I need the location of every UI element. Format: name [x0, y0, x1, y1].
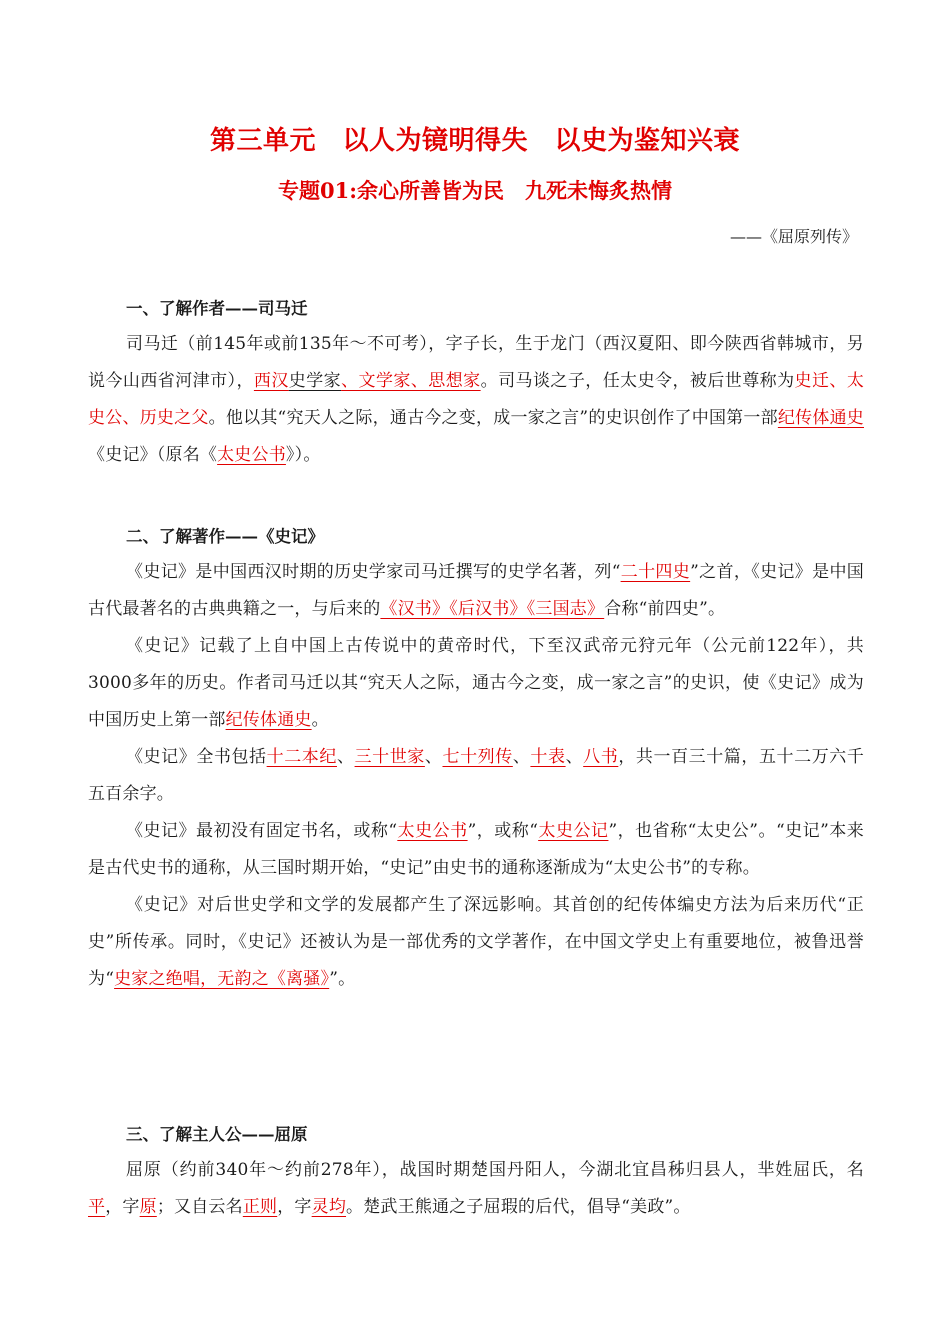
text-span: 、 — [424, 747, 443, 767]
text-span: ”，也省称“太史公”。“史记”本来是古代史书的通称，从三国时期开始，“史记”由史书的通称逐渐成为“太史公书”的专称。 — [88, 821, 864, 878]
text-span: 。楚武王熊通之子屈瑕的后代，倡导“美政”。 — [346, 1197, 691, 1217]
text-span: 《史记》最初没有固定书名，或称“ — [126, 821, 398, 841]
text-span: 。他以其“究天人之际，通古今之变，成一家之言”的史识创作了中国第一部 — [208, 408, 778, 428]
text-span: 》）。 — [285, 445, 321, 465]
highlight-text: 、文学家、思想家 — [341, 371, 481, 391]
text-span: 、 — [565, 747, 584, 767]
highlight-text: 纪传体通史 — [777, 408, 864, 428]
highlight-text: 《汉书》《后汉书》《三国志》 — [380, 599, 605, 619]
highlight-text: 太史公书 — [397, 821, 468, 841]
text-span: 《史记》是中国西汉时期的历史学家司马迁撰写的史学名著，列“ — [126, 562, 621, 582]
section-heading: 三、了解主人公——屈原 — [126, 1125, 308, 1144]
text-span: ，共一百三十篇，五十二万六千五百余字。 — [88, 747, 865, 804]
text-span: 屈原（约前340年～约前278年），战国时期楚国丹阳人，今湖北宜昌秭归县人，芈姓屈氏，名 — [126, 1160, 864, 1180]
highlight-text: 太史公书 — [217, 445, 286, 465]
highlight-text: 七十列传 — [442, 747, 513, 767]
paragraph — [88, 813, 864, 887]
highlight-text: 十表 — [530, 747, 566, 767]
paragraph — [88, 1152, 864, 1226]
paragraph — [88, 887, 864, 998]
text-span: 司马迁（前145年或前135年～不可考），字子长，生于龙门（西汉夏阳、即今陕西省韩城市，另说今山西省河津市）， — [88, 334, 864, 391]
text-span: ，字 — [105, 1197, 140, 1217]
text-span: ；又自云名 — [156, 1197, 243, 1217]
text-span: ，字 — [277, 1197, 312, 1217]
highlight-text: 史家之绝唱，无韵之《离骚》 — [114, 969, 330, 989]
highlight-text: 太史公记 — [538, 821, 609, 841]
paragraph — [88, 554, 864, 628]
highlight-text: 原 — [139, 1197, 157, 1217]
text-span: ”，或称“ — [467, 821, 539, 841]
text-span: 合称“前四史”。 — [604, 599, 726, 619]
text-span: 《史记》记载了上自中国上古传说中的黄帝时代，下至汉武帝元狩元年（公元前122年），共3000多年的历史。作者司马迁以其“究天人之际，通古今之变，成一家之言”的史识，使《史记》成为中国历史上第一部 — [88, 636, 864, 730]
paragraph — [88, 739, 864, 813]
highlight-text: 灵均 — [311, 1197, 347, 1217]
section-author — [88, 296, 864, 474]
text-span: 《史记》（原名《 — [88, 445, 218, 465]
paragraph — [88, 326, 864, 474]
section-heading: 二、了解著作——《史记》 — [126, 527, 324, 546]
highlight-text: 纪传体通史 — [225, 710, 312, 730]
text-span: 、 — [336, 747, 355, 767]
document-subtitle: 专题01:余心所善皆为民 九死未悔炙热情 — [278, 178, 672, 203]
highlight-text: 西汉 — [253, 371, 289, 391]
highlight-text: 八书 — [583, 747, 619, 767]
section-heading: 一、了解作者——司马迁 — [126, 299, 308, 318]
text-span: 。司马谈之子，任太史令，被后世尊称为 — [480, 371, 795, 391]
text-span: 《史记》全书包括 — [126, 747, 267, 767]
section-work — [88, 524, 864, 998]
text-span: ”。 — [329, 969, 356, 989]
paragraph — [88, 628, 864, 739]
underlined-text: 史学家 — [288, 371, 342, 391]
text-span: ”之首，《史记》是中国古代最著名的古典典籍之一，与后来的 — [88, 562, 864, 619]
highlight-text: 平 — [88, 1197, 106, 1217]
section-protagonist — [88, 1122, 864, 1226]
text-span: 、 — [512, 747, 531, 767]
source-attribution: ——《屈原列传》 — [729, 227, 858, 246]
highlight-text: 十二本纪 — [266, 747, 337, 767]
highlight-text: 二十四史 — [620, 562, 691, 582]
document-title: 第三单元 以人为镜明得失 以史为鉴知兴衰 — [209, 126, 740, 156]
highlight-text: 正则 — [242, 1197, 278, 1217]
text-span: 《史记》对后世史学和文学的发展都产生了深远影响。其首创的纪传体编史方法为后来历代“正史”所传承。同时，《史记》还被认为是一部优秀的文学著作，在中国文学史上有重要地位，被鲁迅誉为“ — [88, 895, 864, 989]
highlight-text: 史迁、太史公、历史之父 — [88, 371, 865, 428]
text-span: 。 — [311, 710, 329, 730]
highlight-text: 三十世家 — [354, 747, 425, 767]
